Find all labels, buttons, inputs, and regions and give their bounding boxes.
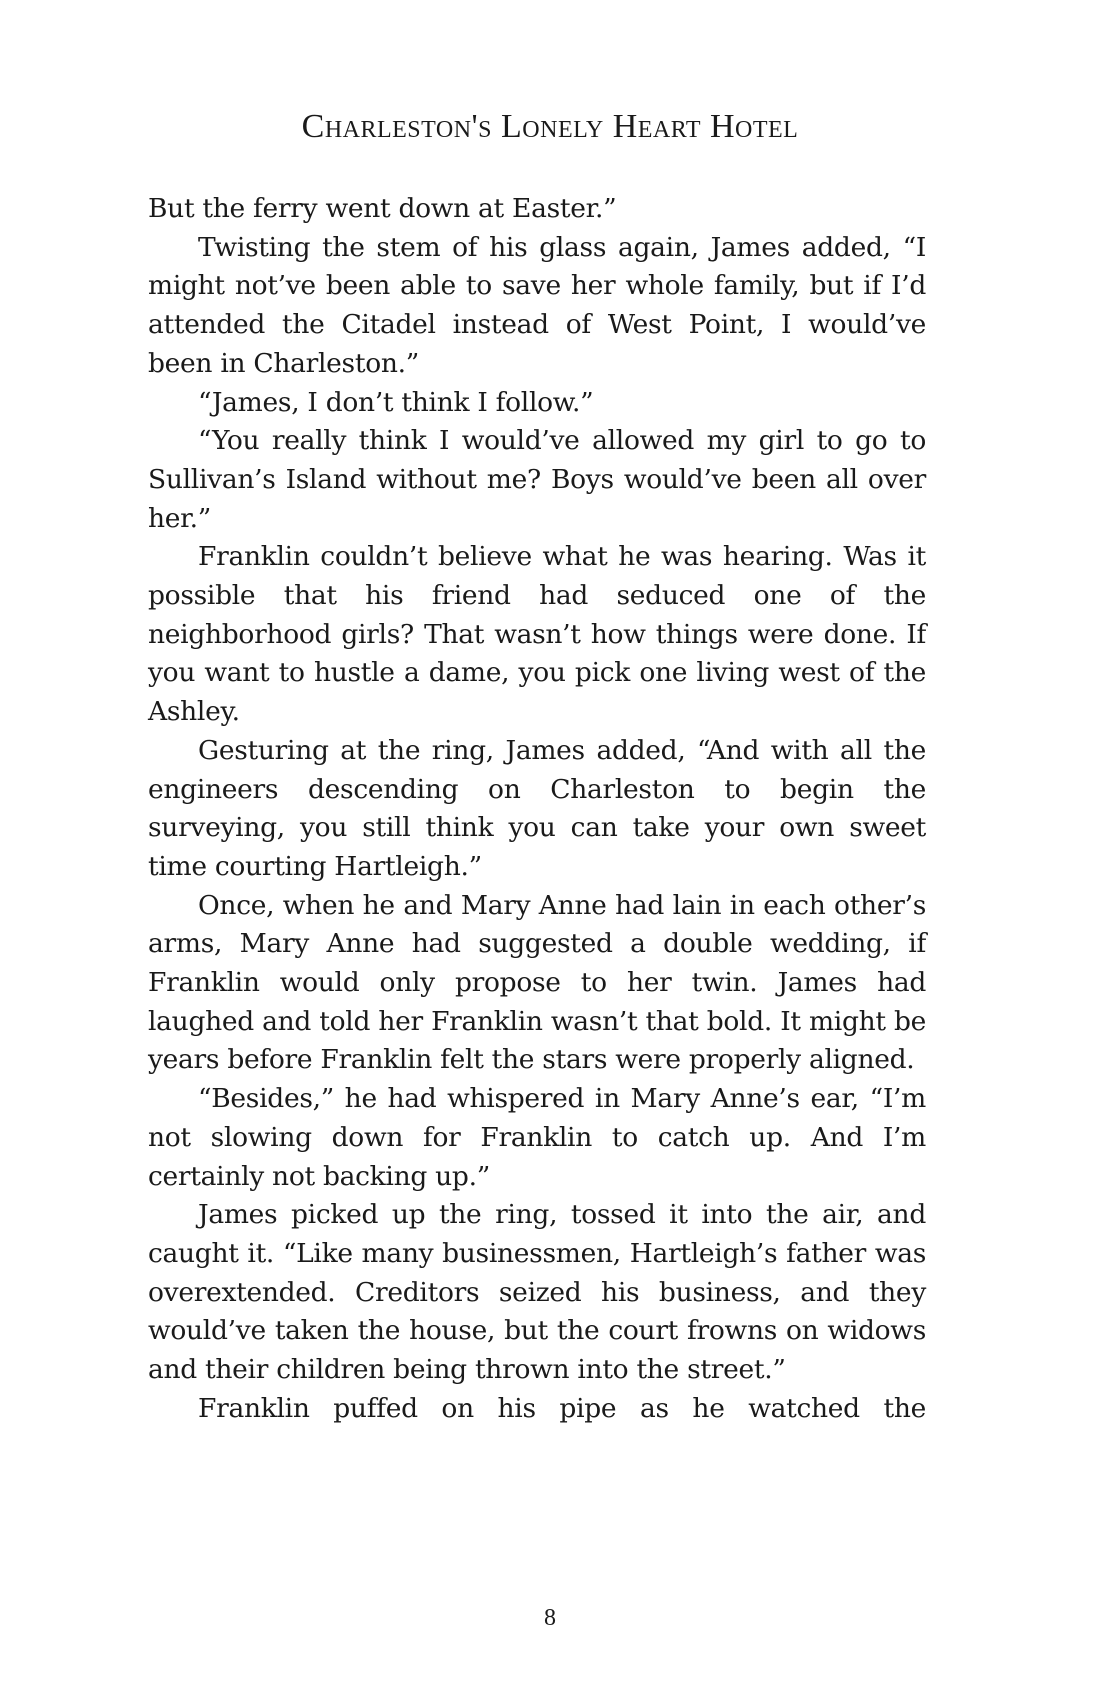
paragraph-7: Once, when he and Mary Anne had lain in each other’s arms, Mary Anne had suggested a double wedding, if Franklin would only propose to her twin. James had laughed and told her Franklin wasn’t that bold. It might be years before Franklin felt the stars were properly aligned. xyxy=(148,889,926,1076)
paragraph-6: Gesturing at the ring, James added, “And with all the engineers descending on Charleston to begin the surveying, you still think you can take your own sweet time courting Hartleigh.” xyxy=(148,734,926,882)
paragraph-8: “Besides,” he had whispered in Mary Anne’s ear, “I’m not slowing down for Franklin to catch up. And I’m certainly not backing up.” xyxy=(148,1083,926,1192)
paragraph-3: “James, I don’t think I follow.” xyxy=(198,386,594,418)
paragraph-9: James picked up the ring, tossed it into the air, and caught it. “Like many businessmen, Hartleigh’s father was overextended. Creditors seized his business, and they would’ve taken the house, but the court frowns on widows and their children being thrown into the street.” xyxy=(148,1199,926,1386)
running-header: Charleston's Lonely Heart Hotel xyxy=(301,108,799,145)
paragraph-2: Twisting the stem of his glass again, James added, “I might not’ve been able to save her whole family, but if I’d attended the Citadel instead of West Point, I would’ve been in Charleston.” xyxy=(148,231,926,379)
paragraph-1: But the ferry went down at Easter.” xyxy=(148,193,617,224)
paragraph-10: Franklin puffed on his pipe as he watched the xyxy=(198,1392,926,1424)
paragraph-4: “You really think I would’ve allowed my girl to go to Sullivan’s Island without me? Boys would’ve been all over her.” xyxy=(148,425,926,534)
body-text xyxy=(148,190,926,1429)
page-number: 8 xyxy=(544,1605,556,1631)
paragraph-5: Franklin couldn’t believe what he was hearing. Was it possible that his friend had seduced one of the neighborhood girls? That wasn’t how things were done. If you want to hustle a dame, you pick one living west of the Ashley. xyxy=(148,541,926,728)
